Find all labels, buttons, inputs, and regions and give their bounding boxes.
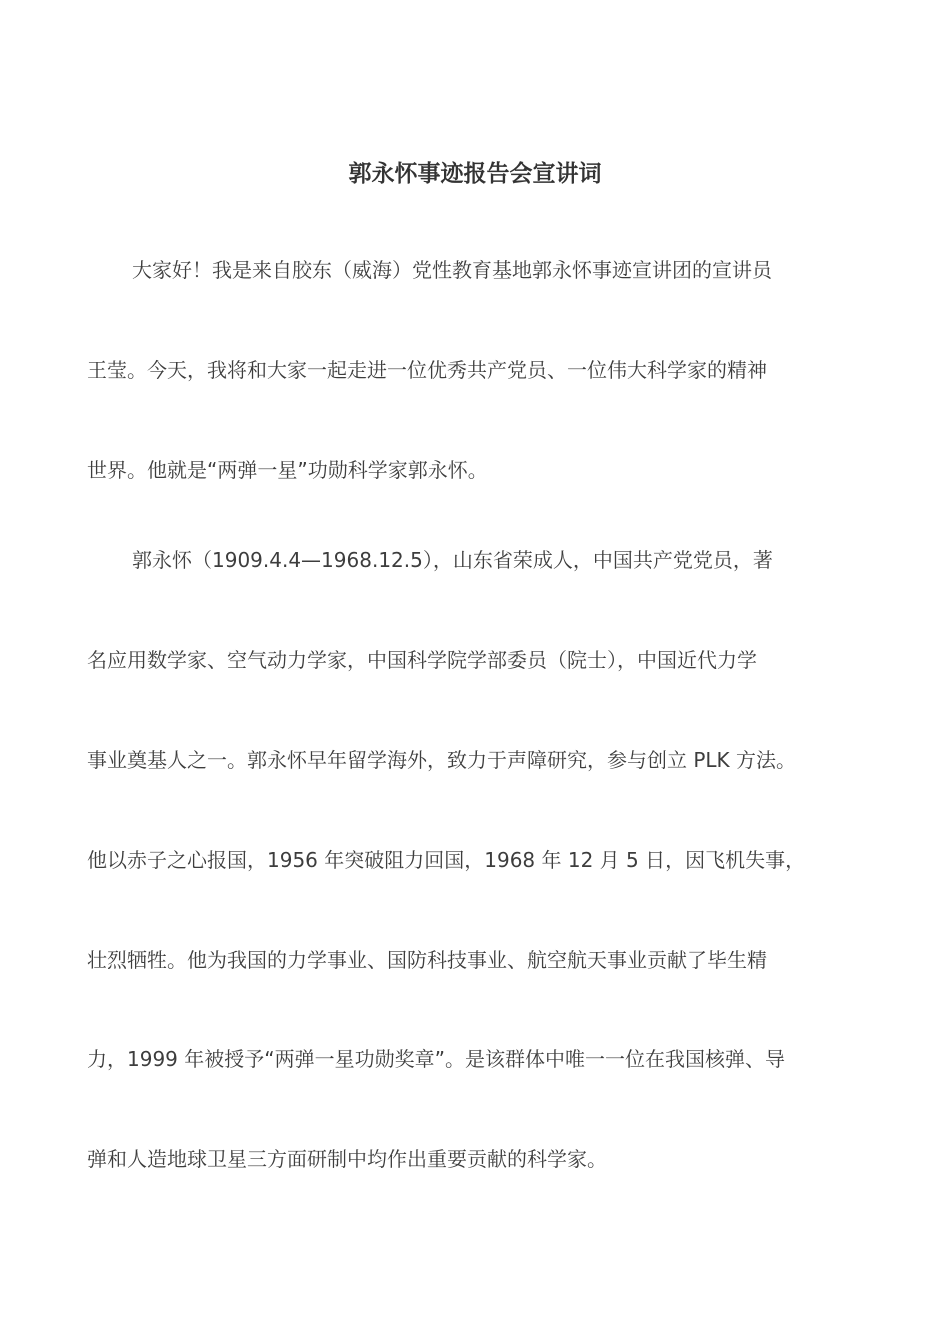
paragraph-line: 他以赤子之心报国，1956 年突破阻力回国，1968 年 12 月 5 日，因飞机失事， — [87, 848, 806, 872]
document-title: 郭永怀事迹报告会宣讲词 — [348, 161, 602, 187]
paragraph-line: 郭永怀（1909.4.4—1968.12.5），山东省荣成人，中国共产党党员，著 — [132, 548, 773, 572]
paragraph-line: 名应用数学家、空气动力学家，中国科学院学部委员（院士），中国近代力学 — [87, 648, 757, 672]
paragraph-line: 弹和人造地球卫星三方面研制中均作出重要贡献的科学家。 — [87, 1147, 607, 1171]
paragraph-line: 事业奠基人之一。郭永怀早年留学海外，致力于声障研究，参与创立 PLK 方法。 — [87, 748, 797, 772]
paragraph-line: 王莹。今天，我将和大家一起走进一位优秀共产党员、一位伟大科学家的精神 — [87, 358, 767, 382]
paragraph-line: 壮烈牺牲。他为我国的力学事业、国防科技事业、航空航天事业贡献了毕生精 — [87, 948, 767, 972]
paragraph-line: 力，1999 年被授予“两弹一星功勋奖章”。是该群体中唯一一位在我国核弹、导 — [87, 1047, 785, 1071]
paragraph-line: 大家好！我是来自胶东（威海）党性教育基地郭永怀事迹宣讲团的宣讲员 — [132, 258, 772, 282]
paragraph-line: 世界。他就是“两弹一星”功勋科学家郭永怀。 — [87, 458, 488, 482]
